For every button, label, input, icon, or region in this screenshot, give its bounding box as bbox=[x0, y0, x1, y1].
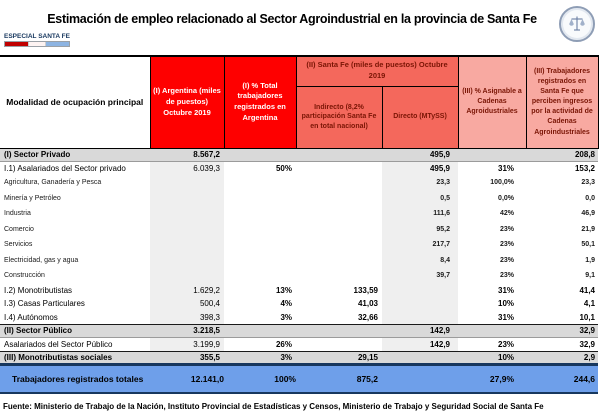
argentina-value: 6.039,3 bbox=[150, 162, 224, 176]
argentina-value bbox=[150, 175, 224, 191]
indirecto-value: 41,03 bbox=[357, 299, 378, 309]
pct-argentina-value bbox=[224, 191, 296, 207]
argentina-value bbox=[150, 191, 224, 207]
pct-argentina-value bbox=[224, 268, 296, 284]
argentina-value: 355,5 bbox=[150, 351, 224, 365]
row-label: I.4) Autónomos bbox=[4, 312, 58, 322]
argentina-value bbox=[150, 253, 224, 269]
directo-value bbox=[382, 297, 458, 311]
totals-row bbox=[0, 365, 598, 393]
pct-argentina-value: 50% bbox=[275, 164, 292, 173]
pct-asignable-value bbox=[458, 148, 526, 162]
pct-asignable-value: 42% bbox=[500, 210, 515, 218]
directo-value: 39,7 bbox=[382, 268, 458, 284]
directo-value: 111,6 bbox=[382, 206, 458, 222]
row-label: Servicios bbox=[4, 241, 33, 249]
pct-argentina-value bbox=[224, 237, 296, 253]
agroindustrial-employment-table bbox=[0, 55, 599, 394]
row-label: (I) Sector Privado bbox=[0, 148, 150, 162]
directo-value bbox=[382, 351, 458, 365]
sf-ingresos-value: 23,3 bbox=[581, 179, 596, 187]
table-body bbox=[0, 148, 598, 365]
pct-asignable-value: 10% bbox=[498, 299, 515, 309]
sf-ingresos-value: 0,0 bbox=[585, 194, 596, 202]
indirecto-value bbox=[296, 162, 382, 176]
row-label: Electricidad, gas y agua bbox=[4, 256, 79, 264]
pct-argentina-value: 13% bbox=[275, 285, 292, 295]
directo-value bbox=[382, 311, 458, 325]
pct-argentina-value bbox=[224, 253, 296, 269]
table-row bbox=[0, 351, 598, 365]
table-row bbox=[0, 191, 598, 207]
sf-ingresos-value: 46,9 bbox=[581, 210, 596, 218]
sf-ingresos-value: 1,9 bbox=[585, 256, 596, 264]
pct-asignable-value: 100,0% bbox=[490, 179, 515, 187]
indirecto-value bbox=[296, 206, 382, 222]
row-label: (II) Sector Público bbox=[0, 324, 150, 338]
totals-pct-asignable-value: 27,9% bbox=[458, 365, 526, 393]
sf-ingresos-value: 9,1 bbox=[585, 272, 596, 280]
table-row bbox=[0, 284, 598, 298]
row-label: Agricultura, Ganadería y Pesca bbox=[4, 179, 102, 187]
argentina-value: 8.567,2 bbox=[150, 148, 224, 162]
table-row bbox=[0, 222, 598, 238]
directo-value bbox=[382, 284, 458, 298]
header-indirecto: Indirecto (8,2% participación Santa Fe en total nacional) bbox=[296, 86, 382, 148]
totals-label: Trabajadores registrados totales bbox=[0, 365, 150, 393]
argentina-value bbox=[150, 268, 224, 284]
directo-value: 95,2 bbox=[382, 222, 458, 238]
table-row bbox=[0, 268, 598, 284]
sf-ingresos-value: 153,2 bbox=[574, 164, 596, 173]
sf-ingresos-value: 41,4 bbox=[579, 285, 596, 295]
sf-ingresos-value: 2,9 bbox=[526, 351, 598, 365]
pct-argentina-value: 26% bbox=[275, 339, 292, 349]
totals-pct-argentina-value: 100% bbox=[224, 365, 296, 393]
row-label: Comercio bbox=[4, 225, 34, 233]
sf-ingresos-value: 21,9 bbox=[581, 225, 596, 233]
pct-argentina-value bbox=[224, 324, 296, 338]
header-argentina: (I) Argentina (miles de puestos) Octubre 2019 bbox=[150, 56, 224, 148]
sf-ingresos-value: 32,9 bbox=[526, 324, 598, 338]
sf-ingresos-value: 50,1 bbox=[581, 241, 596, 249]
row-label: Industria bbox=[4, 210, 31, 218]
directo-value: 142,9 bbox=[382, 338, 458, 352]
table-header bbox=[0, 56, 598, 148]
sf-ingresos-value: 32,9 bbox=[579, 339, 596, 349]
row-label: (III) Monotributistas sociales bbox=[0, 351, 150, 365]
row-label: Asalariados del Sector Público bbox=[4, 339, 113, 349]
pct-argentina-value bbox=[224, 148, 296, 162]
table-row bbox=[0, 297, 598, 311]
pct-asignable-value: 23% bbox=[498, 339, 515, 349]
table-row bbox=[0, 253, 598, 269]
table-row bbox=[0, 237, 598, 253]
table-row bbox=[0, 206, 598, 222]
header-modalidad: Modalidad de ocupación principal bbox=[0, 56, 150, 148]
pct-asignable-value: 31% bbox=[498, 285, 515, 295]
directo-value: 8,4 bbox=[382, 253, 458, 269]
flag-red-segment bbox=[5, 42, 29, 46]
directo-value: 495,9 bbox=[382, 162, 458, 176]
directo-value: 23,3 bbox=[382, 175, 458, 191]
header-sf-ingresos: (III) Trabajadores registrados en Santa Fe que perciben ingresos por la actividad de Cadenas Agroindustriales bbox=[526, 56, 598, 148]
table-row bbox=[0, 311, 598, 325]
pct-asignable-value: 31% bbox=[498, 164, 515, 173]
argentina-value bbox=[150, 237, 224, 253]
scales-icon bbox=[567, 14, 587, 34]
header-directo: Directo (MTySS) bbox=[382, 86, 458, 148]
argentina-value: 500,4 bbox=[150, 297, 224, 311]
pct-argentina-value: 3% bbox=[280, 312, 292, 322]
flag-blue-segment bbox=[46, 42, 69, 46]
pct-argentina-value bbox=[224, 222, 296, 238]
especial-santa-fe-logo bbox=[4, 33, 74, 47]
pct-asignable-value: 10% bbox=[458, 351, 526, 365]
argentina-value bbox=[150, 206, 224, 222]
row-label: I.2) Monotributistas bbox=[4, 285, 73, 295]
table-row bbox=[0, 162, 598, 176]
argentina-value: 1.629,2 bbox=[150, 284, 224, 298]
indirecto-value: 32,66 bbox=[357, 312, 378, 322]
indirecto-value bbox=[296, 222, 382, 238]
indirecto-value: 29,15 bbox=[296, 351, 382, 365]
header-row-group bbox=[0, 56, 598, 86]
page-title: Estimación de empleo relacionado al Sector Agroindustrial en la provincia de Santa Fe bbox=[47, 12, 537, 26]
especial-santa-fe-flag-bar bbox=[4, 41, 70, 47]
table-row bbox=[0, 338, 598, 352]
argentina-value: 3.218,5 bbox=[150, 324, 224, 338]
pct-argentina-value bbox=[224, 206, 296, 222]
pct-argentina-value bbox=[224, 175, 296, 191]
especial-santa-fe-label: ESPECIAL SANTA FE bbox=[4, 33, 70, 40]
indirecto-value bbox=[296, 338, 382, 352]
employment-table bbox=[0, 55, 598, 394]
header-santafe-group: (II) Santa Fe (miles de puestos) Octubre 2019 bbox=[296, 56, 458, 86]
bolsa-comercio-seal-icon bbox=[559, 6, 595, 42]
indirecto-value bbox=[296, 268, 382, 284]
table-row bbox=[0, 175, 598, 191]
argentina-value: 398,3 bbox=[150, 311, 224, 325]
sf-ingresos-value: 208,8 bbox=[526, 148, 598, 162]
directo-value: 142,9 bbox=[382, 324, 458, 338]
table-row bbox=[0, 148, 598, 162]
indirecto-value bbox=[296, 324, 382, 338]
indirecto-value bbox=[296, 237, 382, 253]
pct-asignable-value: 23% bbox=[500, 225, 515, 233]
footer-source: Fuente: Ministerio de Trabajo de la Nación, Instituto Provincial de Estadísticas y Censos, Ministerio de Trabajo y Seguridad Social de Santa Fe bbox=[3, 402, 544, 411]
header-pct-asignable: (III) % Asignable a Cadenas Agroidustriales bbox=[458, 56, 526, 148]
table-footer bbox=[0, 365, 598, 393]
pct-asignable-value: 23% bbox=[500, 241, 515, 249]
sf-ingresos-value: 10,1 bbox=[579, 312, 596, 322]
pct-asignable-value: 23% bbox=[500, 272, 515, 280]
row-label: Construcción bbox=[4, 272, 45, 280]
pct-asignable-value: 31% bbox=[498, 312, 515, 322]
pct-asignable-value bbox=[458, 324, 526, 338]
argentina-value: 3.199,9 bbox=[150, 338, 224, 352]
header-pct-argentina: (I) % Total trabajadores registrados en Argentina bbox=[224, 56, 296, 148]
table-row bbox=[0, 324, 598, 338]
totals-sf-ingresos-value: 244,6 bbox=[526, 365, 598, 393]
indirecto-value bbox=[296, 253, 382, 269]
totals-directo-value bbox=[382, 365, 458, 393]
indirecto-value bbox=[296, 191, 382, 207]
indirecto-value bbox=[296, 175, 382, 191]
row-label: I.1) Asalariados del Sector privado bbox=[4, 164, 126, 173]
indirecto-value: 133,59 bbox=[353, 285, 378, 295]
totals-indirecto-value: 875,2 bbox=[296, 365, 382, 393]
row-label: Minería y Petróleo bbox=[4, 194, 61, 202]
pct-argentina-value: 3% bbox=[224, 351, 296, 365]
pct-asignable-value: 0,0% bbox=[498, 194, 515, 202]
directo-value: 495,9 bbox=[382, 148, 458, 162]
argentina-value bbox=[150, 222, 224, 238]
directo-value: 217,7 bbox=[382, 237, 458, 253]
row-label: I.3) Casas Particulares bbox=[4, 299, 85, 309]
flag-white-segment bbox=[29, 42, 46, 46]
directo-value: 0,5 bbox=[382, 191, 458, 207]
indirecto-value bbox=[296, 148, 382, 162]
pct-argentina-value: 4% bbox=[280, 299, 292, 309]
pct-asignable-value: 23% bbox=[500, 256, 515, 264]
totals-argentina-value: 12.141,0 bbox=[150, 365, 224, 393]
sf-ingresos-value: 4,1 bbox=[583, 299, 596, 309]
